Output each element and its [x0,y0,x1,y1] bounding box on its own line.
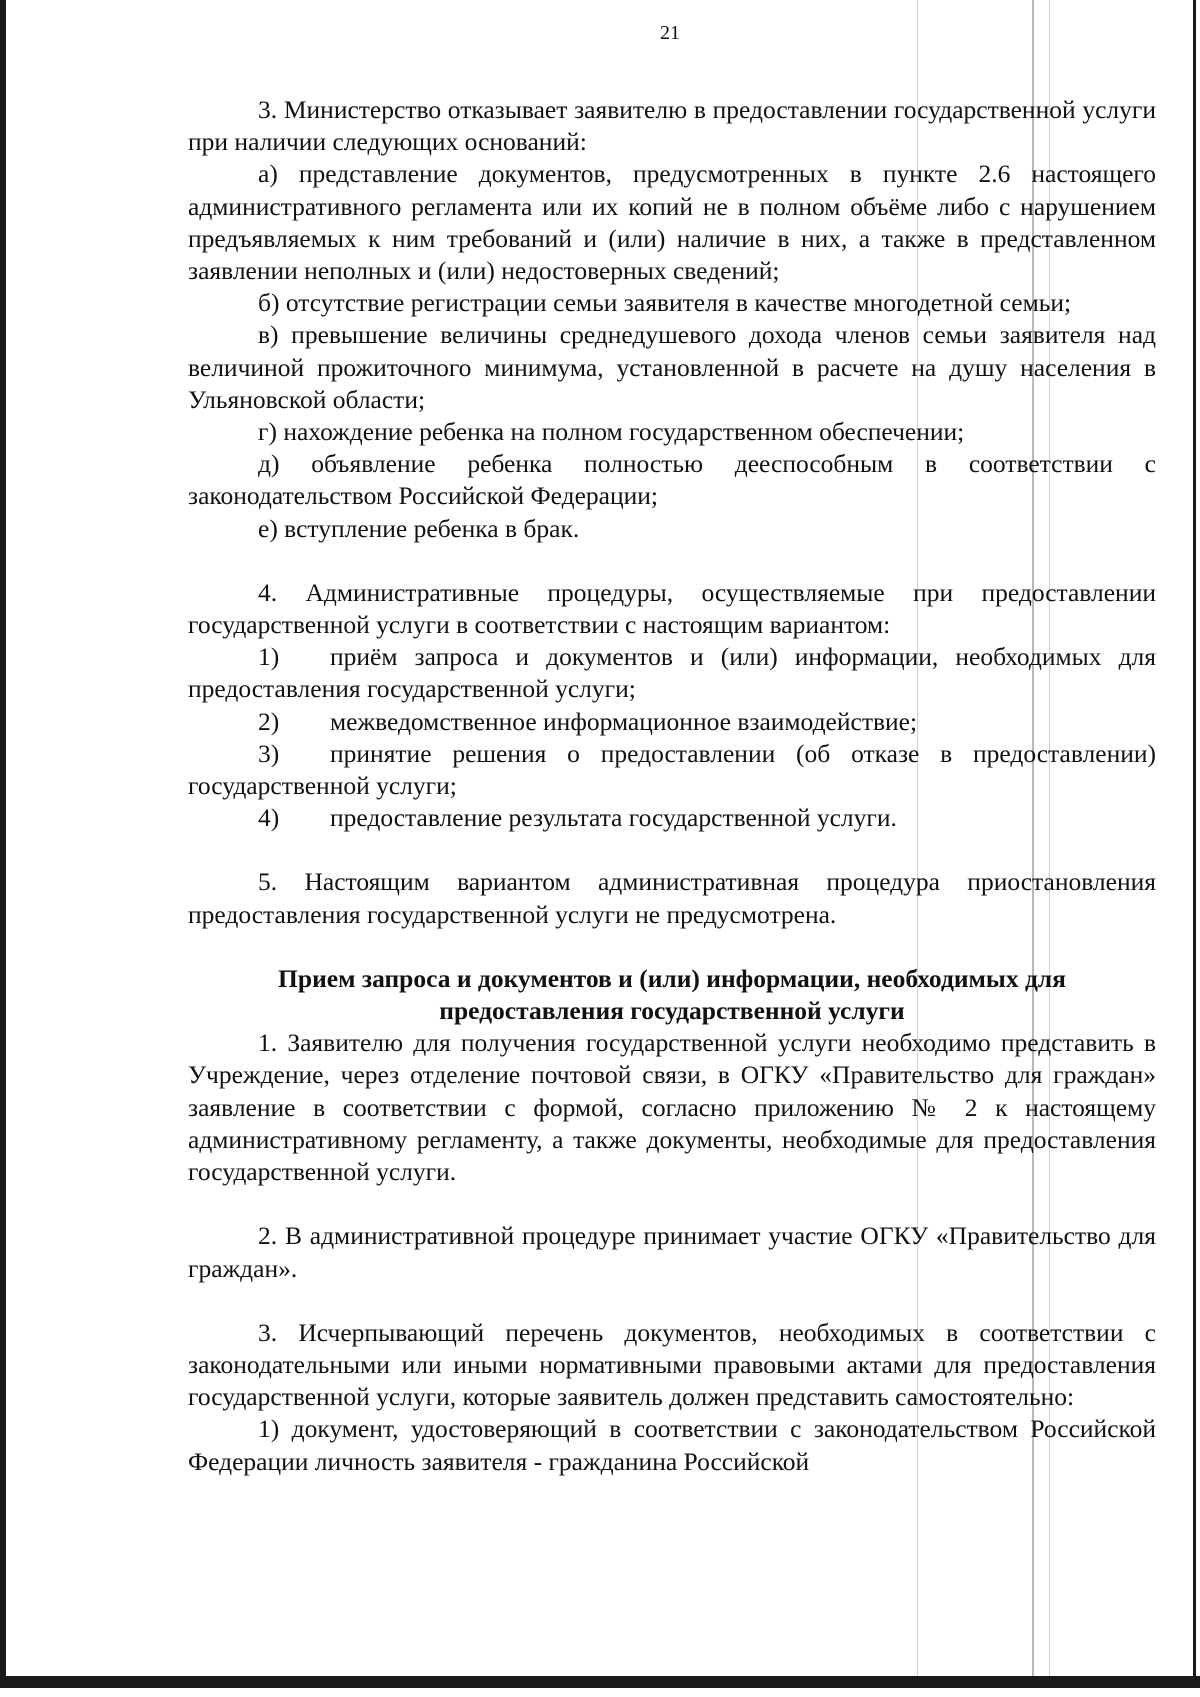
refusal-ground-b: б) отсутствие регистрации семьи заявителя в качестве многодетной семьи; [258,288,1072,318]
section-3-intro: 3. Министерство отказывает заявителю в предоставлении государственной услуги при наличии следующих оснований: [188,95,1156,157]
reception-paragraph-3: 3. Исчерпывающий перечень документов, необходимых в соответствии с законодательными или иными нормативными правовыми актами для предоставления государственной услуги, которые заявитель должен представить самостоятельно: [188,1317,1156,1412]
section-heading-line-1: Прием запроса и документов и (или) информации, необходимых для [278,963,1066,993]
scan-frame-left [0,0,6,1683]
procedure-item [188,802,1156,834]
procedure-item-text: приём запроса и документов и (или) информации, необходимых для предоставления государственной услуги; [188,642,1156,704]
procedure-item-text: предоставление результата государственной услуги. [330,803,897,833]
section-heading-line-2: предоставления государственной услуги [439,996,905,1026]
procedure-item-text: принятие решения о предоставлении (об отказе в предоставлении) государственной услуги; [188,738,1156,801]
refusal-ground-f: е) вступление ребенка в брак. [258,513,580,543]
procedure-item-number: 2) [258,706,280,736]
section-5: 5. Настоящим вариантом административная процедура приостановления предоставления государственной услуги не предусмотрена. [188,867,1156,929]
refusal-ground-d: г) нахождение ребенка на полном государственном обеспечении; [258,417,965,447]
refusal-ground-a: а) представление документов, предусмотренных в пункте 2.6 настоящего административного регламента или их копий не в полном объёме либо с нарушением предъявляемых к ним требований и (или) наличие в них, а также в представленном заявлении неполных и (или) недостоверных сведений; [188,159,1156,286]
section-heading [188,963,1156,1027]
document-body [188,94,1156,1478]
procedure-item-number: 1) [258,642,280,672]
scan-frame-bottom [0,1676,1200,1688]
procedure-item-number: 4) [258,803,280,833]
reception-paragraph-1: 1. Заявителю для получения государственной услуги необходимо представить в Учреждение, через отделение почтовой связи, в ОГКУ «Правительство для граждан» заявление в соответствии с формой, согласно приложению № 2 к настоящему административному регламенту, а также документы, необходимые для предоставления государственной услуги. [188,1028,1156,1187]
reception-paragraph-4: 1) документ, удостоверяющий в соответствии с законодательством Российской Федерации личность заявителя - гражданина Российской [188,1414,1156,1476]
procedure-item-number: 3) [258,738,280,768]
procedure-item [188,738,1156,802]
procedure-item-text: межведомственное информационное взаимодействие; [330,706,918,736]
procedure-item [188,706,1156,738]
procedure-item [188,641,1156,705]
scan-frame-right [1193,0,1196,1683]
page-number: 21 [660,22,680,44]
section-4-intro: 4. Административные процедуры, осуществляемые при предоставлении государственной услуги в соответствии с настоящим вариантом: [188,577,1156,640]
refusal-ground-e: д) объявление ребенка полностью дееспособным в соответствии с законодательством Российской Федерации; [188,449,1156,511]
refusal-ground-c: в) превышение величины среднедушевого дохода членов семьи заявителя над величиной прожиточного минимума, установленной в расчете на душу населения в Ульяновской области; [188,320,1156,414]
reception-paragraph-2: 2. В административной процедуре принимает участие ОГКУ «Правительство для граждан». [188,1221,1156,1283]
